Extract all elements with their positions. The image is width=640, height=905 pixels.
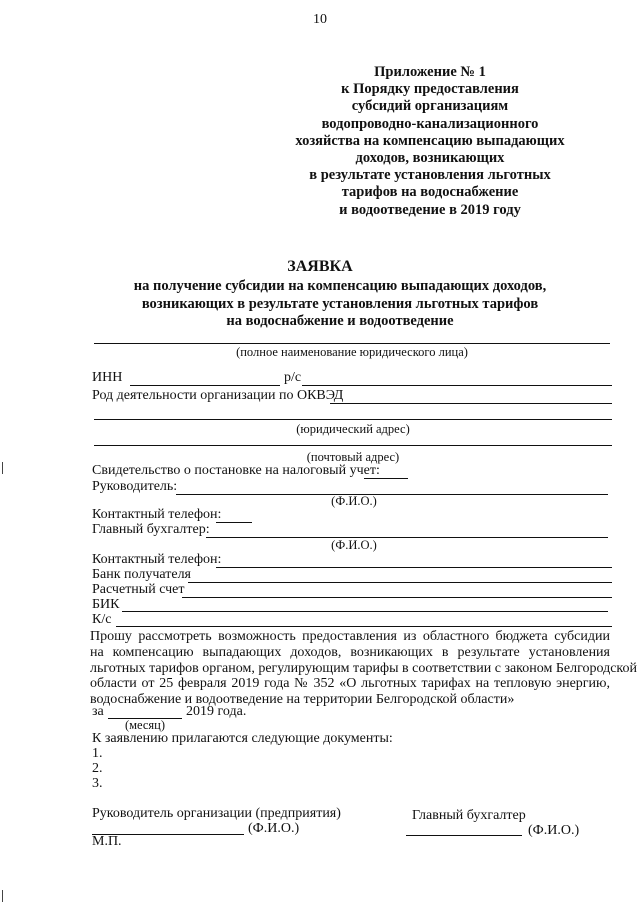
accountant-fio-hint: (Ф.И.О.): [528, 823, 580, 838]
appendix-line: тарифов на водоснабжение: [341, 184, 519, 201]
account-label: р/с: [284, 370, 302, 385]
inn-label: ИНН: [92, 370, 123, 385]
inn-field[interactable]: [130, 385, 280, 386]
phone-label: Контактный телефон:: [92, 507, 222, 522]
attachment-item: 2.: [92, 761, 103, 776]
postal-address-field[interactable]: [94, 445, 612, 446]
ks-label: К/с: [92, 612, 112, 627]
director-signature-label: Руководитель организации (предприятия): [92, 806, 341, 821]
request-line: водоснабжение и водоотведение на территории Белгородской области»: [90, 692, 515, 708]
appendix-line: к Порядку предоставления: [341, 81, 519, 98]
settlement-account-field[interactable]: [182, 597, 612, 598]
form-title: ЗАЯВКА: [287, 258, 353, 275]
request-line: на компенсацию выпадающих доходов, возникающих в результате установления: [90, 644, 610, 660]
okved-field[interactable]: [330, 403, 612, 404]
stamp-label: М.П.: [92, 834, 122, 849]
legal-address-hint: (юридический адрес): [296, 422, 410, 436]
attachments-label: К заявлению прилагаются следующие документы:: [92, 731, 393, 746]
bank-label: Банк получателя: [92, 567, 191, 582]
appendix-line: Приложение № 1: [374, 64, 486, 80]
full-name-field[interactable]: [94, 343, 610, 344]
period-prefix: за: [92, 704, 104, 719]
appendix-line: хозяйства на компенсацию выпадающих: [295, 132, 565, 149]
director-label: Руководитель:: [92, 479, 178, 494]
bik-field[interactable]: [122, 611, 608, 612]
full-name-hint: (полное наименование юридического лица): [236, 345, 468, 359]
month-hint: (месяц): [124, 718, 166, 732]
page-number: 10: [313, 12, 327, 27]
appendix-header: [290, 64, 640, 219]
subtitle-line: на получение субсидии на компенсацию выпадающих доходов,: [133, 278, 547, 294]
settlement-account-label: Расчетный счет: [92, 582, 185, 597]
attachment-item: 1.: [92, 746, 103, 761]
phone-label: Контактный телефон:: [92, 552, 222, 567]
appendix-line: и водоотведение в 2019 году: [339, 201, 521, 218]
tax-cert-field[interactable]: [364, 478, 408, 479]
period-suffix: 2019 года.: [186, 704, 247, 719]
okved-label: Род деятельности организации по ОКВЭД: [92, 388, 344, 403]
ks-field[interactable]: [116, 626, 612, 627]
request-line: льготных тарифов органом, регулирующим тарифы в соответствии с законом Белгородской: [90, 660, 638, 676]
bik-label: БИК: [92, 597, 120, 612]
bank-field[interactable]: [188, 582, 612, 583]
phone-field[interactable]: [216, 567, 612, 568]
appendix-line: субсидий организациям: [351, 98, 509, 115]
accountant-signature-field[interactable]: [406, 835, 522, 836]
legal-address-field[interactable]: [94, 419, 612, 420]
postal-address-hint: (почтовый адрес): [306, 450, 400, 464]
attachment-item: 3.: [92, 776, 103, 791]
accountant-signature-label: Главный бухгалтер: [412, 808, 526, 823]
request-line: Прошу рассмотреть возможность предоставления из областного бюджета субсидии: [90, 629, 610, 644]
subtitle-line: возникающих в результате установления льготных тарифов: [141, 295, 539, 312]
phone-field[interactable]: [216, 522, 252, 523]
appendix-line: водопроводно-канализационного: [321, 115, 539, 132]
account-field[interactable]: [302, 385, 612, 386]
scan-edge-mark: [2, 462, 3, 474]
subtitle-line: на водоснабжение и водоотведение: [226, 313, 454, 329]
scan-edge-mark: [2, 890, 3, 902]
appendix-line: доходов, возникающих: [355, 150, 505, 167]
form-subtitle: [60, 278, 620, 331]
request-paragraph: [90, 629, 638, 708]
tax-cert-label: Свидетельство о постановке на налоговый учет:: [92, 463, 380, 478]
accountant-label: Главный бухгалтер:: [92, 522, 210, 537]
appendix-line: в результате установления льготных: [309, 167, 551, 184]
director-fio-hint: (Ф.И.О.): [331, 494, 377, 508]
director-fio-hint: (Ф.И.О.): [248, 821, 300, 836]
request-line: области от 25 февраля 2019 года № 352 «О льготных тарифах на тепловую энергию,: [90, 676, 610, 692]
accountant-fio-hint: (Ф.И.О.): [331, 538, 377, 552]
